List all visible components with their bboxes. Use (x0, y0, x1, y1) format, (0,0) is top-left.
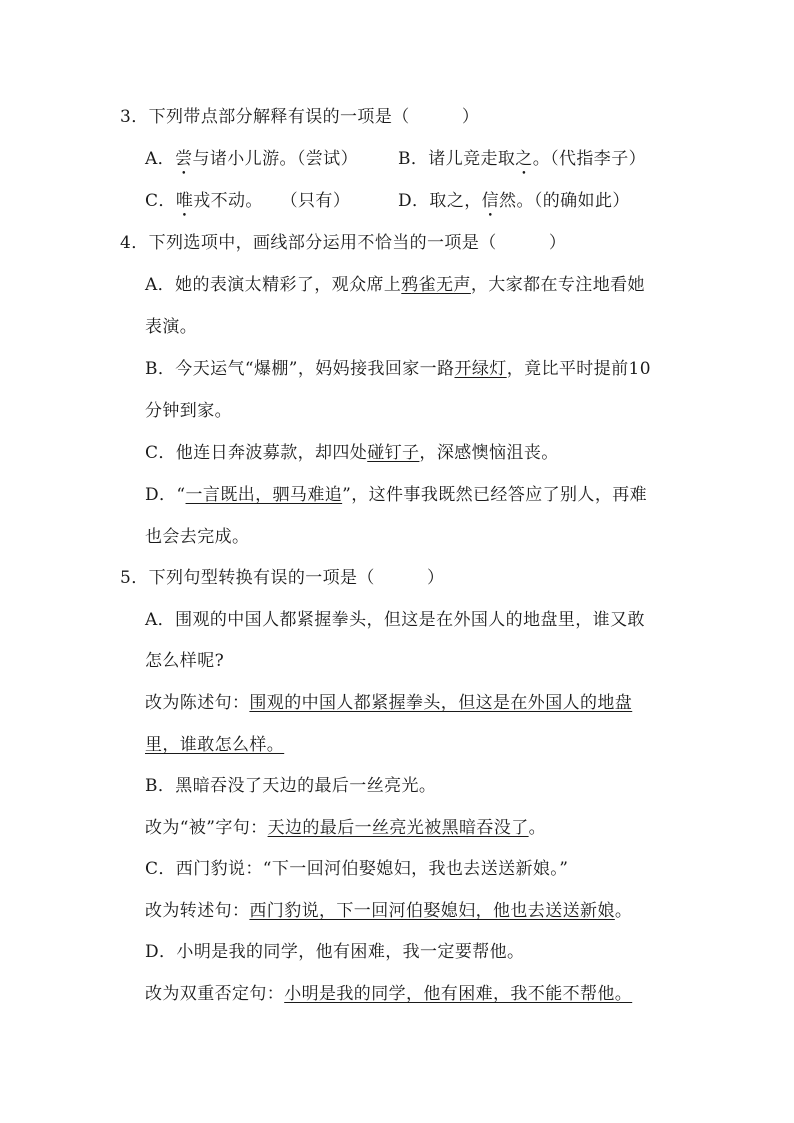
q4-d-underlined: 一言既出，驷马难追 (185, 485, 343, 505)
q3-b-dotted-char: 之 (515, 149, 533, 169)
q4-option-a-cont: 表演。 (145, 317, 198, 337)
question-4-stem: 4．下列选项中，画线部分运用不恰当的一项是（ ） (120, 233, 567, 253)
q5-option-b: B．黑暗吞没了天边的最后一丝亮光。 (145, 776, 437, 796)
q5-a-underlined-cont: 里，谁敢怎么样。 (145, 735, 285, 755)
q4-c-underlined: 碰钉子 (367, 443, 420, 463)
q5-c-underlined: 西门豹说，下一回河伯娶媳妇，他也去送送新娘 (249, 901, 615, 921)
q4-option-d-cont: 也会去完成。 (145, 527, 250, 547)
q3-option-d: D．取之，信然。（的确如此） (398, 191, 630, 211)
q5-a-underlined: 围观的中国人都紧握拳头，但这是在外国人的地盘 (249, 693, 633, 713)
q5-option-a-rewrite: 改为陈述句：围观的中国人都紧握拳头，但这是在外国人的地盘 (145, 693, 633, 713)
q5-option-a-rewrite-cont (145, 733, 284, 757)
q5-option-b-rewrite: 改为“被”字句：天边的最后一丝亮光被黑暗吞没了。 (145, 818, 546, 838)
q5-option-d-rewrite: 改为双重否定句：小明是我的同学，他有困难，我不能不帮他。 (145, 984, 633, 1004)
q4-option-a: A．她的表演太精彩了，观众席上鸦雀无声，大家都在专注地看她 (145, 275, 645, 295)
q5-option-c-rewrite: 改为转述句：西门豹说，下一回河伯娶媳妇，他也去送送新娘。 (145, 901, 633, 921)
q5-option-c: C．西门豹说：“下一回河伯娶媳妇，我也去送送新娘。” (145, 859, 569, 879)
q5-d-underlined: 小明是我的同学，他有困难，我不能不帮他。 (284, 984, 633, 1004)
q3-option-c: C．唯戎不动。 （只有） (145, 191, 351, 211)
question-5-stem: 5．下列句型转换有误的一项是（ ） (120, 568, 445, 588)
question-3-stem: 3．下列带点部分解释有误的一项是（ ） (120, 107, 480, 127)
q4-option-c: C．他连日奔波募款，却四处碰钉子，深感懊恼沮丧。 (145, 443, 559, 463)
q5-option-d: D．小明是我的同学，他有困难，我一定要帮他。 (145, 942, 525, 962)
q5-option-a-cont: 怎么样呢? (145, 651, 225, 671)
q4-b-underlined: 开绿灯 (454, 359, 507, 379)
q5-option-a: A．围观的中国人都紧握拳头，但这是在外国人的地盘里，谁又敢 (145, 610, 645, 630)
q4-option-d: D．“一言既出，驷马难追”，这件事我既然已经答应了别人，再难 (145, 485, 648, 505)
q4-option-b: B．今天运气“爆棚”，妈妈接我回家一路开绿灯，竟比平时提前10 (145, 359, 651, 379)
q4-a-underlined: 鸦雀无声 (401, 275, 471, 295)
q3-c-dotted-char: 唯 (175, 191, 194, 211)
q3-a-dotted-char: 尝 (175, 149, 193, 169)
q3-option-a: A．尝与诸小儿游。（尝试） (145, 149, 358, 169)
q4-option-b-cont: 分钟到家。 (145, 401, 232, 421)
q3-option-b: B．诸儿竞走取之。（代指李子） (398, 149, 647, 169)
q3-d-dotted-char: 信 (481, 191, 500, 211)
q5-b-underlined: 天边的最后一丝亮光被黑暗吞没了 (267, 818, 529, 838)
